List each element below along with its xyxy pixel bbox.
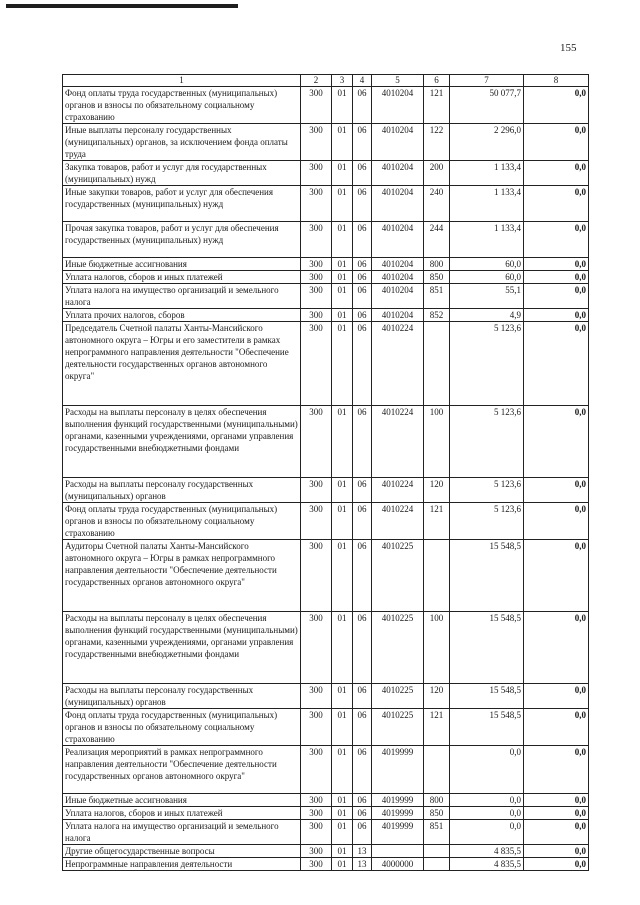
table-row: [63, 503, 589, 540]
row-subsection-cell: 06: [353, 612, 372, 684]
row-amount2-cell: 0,0: [524, 858, 589, 871]
row-name-cell: Другие общегосударственные вопросы: [63, 845, 301, 858]
row-target-cell: 4010225: [372, 709, 424, 746]
row-name-cell: Закупка товаров, работ и услуг для государственных (муниципальных) нужд: [63, 161, 301, 186]
row-amount-cell: 0,0: [450, 746, 524, 794]
row-target-cell: [372, 845, 424, 858]
row-section-cell: 01: [332, 478, 353, 503]
row-type-cell: 120: [424, 478, 450, 503]
row-name-cell: Расходы на выплаты персоналу в целях обеспечения выполнения функций государственными (муниципальными) органами, казенными учреждениями, органами управления государственными внебюджетными фондами: [63, 406, 301, 478]
row-name-cell: Уплата налога на имущество организаций и земельного налога: [63, 284, 301, 309]
row-subsection-cell: 06: [353, 322, 372, 406]
row-amount-cell: 15 548,5: [450, 709, 524, 746]
row-section-cell: 01: [332, 503, 353, 540]
row-code-cell: 300: [301, 845, 332, 858]
row-code-cell: 300: [301, 746, 332, 794]
row-amount2-cell: 0,0: [524, 478, 589, 503]
row-section-cell: 01: [332, 820, 353, 845]
row-subsection-cell: 06: [353, 186, 372, 222]
row-section-cell: 01: [332, 406, 353, 478]
row-amount-cell: 4,9: [450, 309, 524, 322]
row-target-cell: 4010204: [372, 258, 424, 271]
row-code-cell: 300: [301, 858, 332, 871]
row-target-cell: 4010225: [372, 612, 424, 684]
row-subsection-cell: 06: [353, 503, 372, 540]
table-row: [63, 746, 589, 794]
row-type-cell: [424, 746, 450, 794]
row-amount2-cell: 0,0: [524, 124, 589, 161]
row-amount2-cell: 0,0: [524, 503, 589, 540]
row-type-cell: 852: [424, 309, 450, 322]
row-target-cell: 4010204: [372, 309, 424, 322]
row-amount-cell: 4 835,5: [450, 858, 524, 871]
row-amount2-cell: 0,0: [524, 309, 589, 322]
row-name-cell: Иные бюджетные ассигнования: [63, 258, 301, 271]
table-row: [63, 222, 589, 258]
row-subsection-cell: 06: [353, 161, 372, 186]
row-target-cell: 4010224: [372, 322, 424, 406]
row-subsection-cell: 13: [353, 845, 372, 858]
table-row: [63, 309, 589, 322]
row-subsection-cell: 13: [353, 858, 372, 871]
header-cell: 7: [450, 75, 524, 87]
row-target-cell: 4010224: [372, 503, 424, 540]
row-name-cell: Уплата налогов, сборов и иных платежей: [63, 807, 301, 820]
row-amount-cell: 15 548,5: [450, 612, 524, 684]
row-amount2-cell: 0,0: [524, 284, 589, 309]
row-code-cell: 300: [301, 807, 332, 820]
header-cell: 3: [332, 75, 353, 87]
row-subsection-cell: 06: [353, 87, 372, 124]
row-name-cell: Расходы на выплаты персоналу государственных (муниципальных) органов: [63, 684, 301, 709]
row-amount2-cell: 0,0: [524, 161, 589, 186]
row-subsection-cell: 06: [353, 124, 372, 161]
row-target-cell: 4010204: [372, 186, 424, 222]
row-name-cell: Иные закупки товаров, работ и услуг для обеспечения государственных (муниципальных) нужд: [63, 186, 301, 222]
row-section-cell: 01: [332, 258, 353, 271]
row-amount-cell: 55,1: [450, 284, 524, 309]
row-code-cell: 300: [301, 271, 332, 284]
row-type-cell: 240: [424, 186, 450, 222]
row-amount-cell: 15 548,5: [450, 684, 524, 709]
row-code-cell: 300: [301, 478, 332, 503]
row-amount2-cell: 0,0: [524, 258, 589, 271]
row-section-cell: 01: [332, 309, 353, 322]
table-row: [63, 820, 589, 845]
row-name-cell: Расходы на выплаты персоналу в целях обеспечения выполнения функций государственными (муниципальными) органами, казенными учреждениями, органами управления государственными внебюджетными фондами: [63, 612, 301, 684]
row-amount2-cell: 0,0: [524, 271, 589, 284]
row-type-cell: 200: [424, 161, 450, 186]
row-section-cell: 01: [332, 794, 353, 807]
table-row: [63, 161, 589, 186]
row-name-cell: Уплата прочих налогов, сборов: [63, 309, 301, 322]
header-cell: 4: [353, 75, 372, 87]
row-section-cell: 01: [332, 161, 353, 186]
row-type-cell: 121: [424, 709, 450, 746]
row-target-cell: 4010204: [372, 284, 424, 309]
row-target-cell: 4000000: [372, 858, 424, 871]
table-row: [63, 540, 589, 612]
header-cell: 1: [63, 75, 301, 87]
row-amount-cell: 5 123,6: [450, 322, 524, 406]
row-target-cell: 4010225: [372, 684, 424, 709]
row-type-cell: 851: [424, 284, 450, 309]
row-code-cell: 300: [301, 709, 332, 746]
row-amount2-cell: 0,0: [524, 807, 589, 820]
row-target-cell: 4019999: [372, 807, 424, 820]
row-subsection-cell: 06: [353, 406, 372, 478]
row-amount-cell: 5 123,6: [450, 478, 524, 503]
row-section-cell: 01: [332, 322, 353, 406]
row-amount-cell: 5 123,6: [450, 406, 524, 478]
row-subsection-cell: 06: [353, 709, 372, 746]
header-cell: 5: [372, 75, 424, 87]
row-amount-cell: 15 548,5: [450, 540, 524, 612]
row-amount2-cell: 0,0: [524, 794, 589, 807]
row-section-cell: 01: [332, 186, 353, 222]
row-code-cell: 300: [301, 124, 332, 161]
row-name-cell: Прочая закупка товаров, работ и услуг для обеспечения государственных (муниципальных) нужд: [63, 222, 301, 258]
row-code-cell: 300: [301, 87, 332, 124]
row-name-cell: Уплата налога на имущество организаций и земельного налога: [63, 820, 301, 845]
table-row: [63, 794, 589, 807]
row-subsection-cell: 06: [353, 794, 372, 807]
row-code-cell: 300: [301, 186, 332, 222]
table-row: [63, 87, 589, 124]
row-section-cell: 01: [332, 271, 353, 284]
row-amount-cell: 5 123,6: [450, 503, 524, 540]
table-row: [63, 124, 589, 161]
row-amount-cell: 0,0: [450, 794, 524, 807]
row-type-cell: 851: [424, 820, 450, 845]
row-code-cell: 300: [301, 322, 332, 406]
row-name-cell: Иные выплаты персоналу государственных (муниципальных) органов, за исключением фонда оплаты труда: [63, 124, 301, 161]
row-subsection-cell: 06: [353, 540, 372, 612]
header-cell: 8: [524, 75, 589, 87]
row-name-cell: Председатель Счетной палаты Ханты-Мансийского автономного округа – Югры и его заместители в рамках непрограммного направления деятельности "Обеспечение деятельности государственных органов автономного округа": [63, 322, 301, 406]
row-section-cell: 01: [332, 709, 353, 746]
row-amount2-cell: 0,0: [524, 406, 589, 478]
row-amount2-cell: 0,0: [524, 87, 589, 124]
row-amount-cell: 60,0: [450, 258, 524, 271]
row-name-cell: Реализация мероприятий в рамках непрограммного направления деятельности "Обеспечение деятельности государственных органов автономного округа": [63, 746, 301, 794]
row-type-cell: [424, 845, 450, 858]
row-subsection-cell: 06: [353, 258, 372, 271]
table-row: [63, 322, 589, 406]
row-target-cell: 4019999: [372, 794, 424, 807]
row-subsection-cell: 06: [353, 284, 372, 309]
row-amount-cell: 0,0: [450, 820, 524, 845]
row-subsection-cell: 06: [353, 807, 372, 820]
table-row: [63, 271, 589, 284]
row-name-cell: Фонд оплаты труда государственных (муниципальных) органов и взносы по обязательному социальному страхованию: [63, 87, 301, 124]
row-amount2-cell: 0,0: [524, 820, 589, 845]
row-type-cell: 850: [424, 271, 450, 284]
row-target-cell: 4019999: [372, 820, 424, 845]
row-amount2-cell: 0,0: [524, 186, 589, 222]
row-section-cell: 01: [332, 746, 353, 794]
row-section-cell: 01: [332, 87, 353, 124]
table-row: [63, 258, 589, 271]
row-type-cell: 850: [424, 807, 450, 820]
row-subsection-cell: 06: [353, 746, 372, 794]
table-row: [63, 684, 589, 709]
row-section-cell: 01: [332, 124, 353, 161]
table-row: [63, 807, 589, 820]
row-name-cell: Фонд оплаты труда государственных (муниципальных) органов и взносы по обязательному социальному страхованию: [63, 503, 301, 540]
row-amount-cell: 60,0: [450, 271, 524, 284]
table-row: [63, 845, 589, 858]
row-section-cell: 01: [332, 807, 353, 820]
row-code-cell: 300: [301, 222, 332, 258]
row-section-cell: 01: [332, 540, 353, 612]
row-amount2-cell: 0,0: [524, 746, 589, 794]
table-row: [63, 284, 589, 309]
row-type-cell: 100: [424, 406, 450, 478]
row-target-cell: 4010204: [372, 222, 424, 258]
row-amount2-cell: 0,0: [524, 612, 589, 684]
row-target-cell: 4010204: [372, 161, 424, 186]
row-amount2-cell: 0,0: [524, 540, 589, 612]
row-subsection-cell: 06: [353, 271, 372, 284]
row-code-cell: 300: [301, 612, 332, 684]
row-amount2-cell: 0,0: [524, 322, 589, 406]
row-code-cell: 300: [301, 794, 332, 807]
row-code-cell: 300: [301, 503, 332, 540]
row-amount-cell: 0,0: [450, 807, 524, 820]
row-amount2-cell: 0,0: [524, 222, 589, 258]
row-type-cell: 121: [424, 503, 450, 540]
page-number: 155: [560, 42, 577, 54]
budget-table: [62, 74, 589, 871]
row-type-cell: 121: [424, 87, 450, 124]
row-target-cell: 4010225: [372, 540, 424, 612]
row-amount-cell: 1 133,4: [450, 222, 524, 258]
header-cell: 2: [301, 75, 332, 87]
row-code-cell: 300: [301, 284, 332, 309]
row-type-cell: 244: [424, 222, 450, 258]
row-type-cell: 100: [424, 612, 450, 684]
row-code-cell: 300: [301, 309, 332, 322]
row-code-cell: 300: [301, 684, 332, 709]
row-type-cell: 800: [424, 258, 450, 271]
row-amount2-cell: 0,0: [524, 709, 589, 746]
row-section-cell: 01: [332, 845, 353, 858]
table-row: [63, 478, 589, 503]
top-rule: [6, 4, 238, 8]
row-type-cell: [424, 540, 450, 612]
row-amount-cell: 50 077,7: [450, 87, 524, 124]
row-target-cell: 4010204: [372, 124, 424, 161]
row-amount-cell: 1 133,4: [450, 186, 524, 222]
row-name-cell: Аудиторы Счетной палаты Ханты-Мансийского автономного округа – Югры в рамках непрограммного направления деятельности "Обеспечение деятельности государственных органов автономного округа": [63, 540, 301, 612]
row-name-cell: Уплата налогов, сборов и иных платежей: [63, 271, 301, 284]
row-amount-cell: 2 296,0: [450, 124, 524, 161]
row-code-cell: 300: [301, 406, 332, 478]
row-subsection-cell: 06: [353, 684, 372, 709]
row-target-cell: 4010204: [372, 87, 424, 124]
row-name-cell: Непрограммные направления деятельности: [63, 858, 301, 871]
row-section-cell: 01: [332, 858, 353, 871]
row-amount2-cell: 0,0: [524, 684, 589, 709]
row-target-cell: 4010224: [372, 406, 424, 478]
row-type-cell: 800: [424, 794, 450, 807]
row-name-cell: Фонд оплаты труда государственных (муниципальных) органов и взносы по обязательному социальному страхованию: [63, 709, 301, 746]
row-type-cell: [424, 322, 450, 406]
table-row: [63, 612, 589, 684]
row-section-cell: 01: [332, 284, 353, 309]
row-subsection-cell: 06: [353, 478, 372, 503]
row-amount-cell: 1 133,4: [450, 161, 524, 186]
row-code-cell: 300: [301, 258, 332, 271]
row-target-cell: 4010224: [372, 478, 424, 503]
row-target-cell: 4019999: [372, 746, 424, 794]
row-type-cell: 122: [424, 124, 450, 161]
row-target-cell: 4010204: [372, 271, 424, 284]
row-amount-cell: 4 835,5: [450, 845, 524, 858]
row-subsection-cell: 06: [353, 222, 372, 258]
row-section-cell: 01: [332, 684, 353, 709]
row-type-cell: [424, 858, 450, 871]
table-row: [63, 406, 589, 478]
row-section-cell: 01: [332, 222, 353, 258]
table-row: [63, 186, 589, 222]
row-code-cell: 300: [301, 540, 332, 612]
header-row: [63, 75, 589, 87]
table-row: [63, 709, 589, 746]
row-name-cell: Расходы на выплаты персоналу государственных (муниципальных) органов: [63, 478, 301, 503]
table-row: [63, 858, 589, 871]
row-code-cell: 300: [301, 161, 332, 186]
row-amount2-cell: 0,0: [524, 845, 589, 858]
row-name-cell: Иные бюджетные ассигнования: [63, 794, 301, 807]
row-type-cell: 120: [424, 684, 450, 709]
row-subsection-cell: 06: [353, 820, 372, 845]
row-subsection-cell: 06: [353, 309, 372, 322]
row-section-cell: 01: [332, 612, 353, 684]
row-code-cell: 300: [301, 820, 332, 845]
header-cell: 6: [424, 75, 450, 87]
